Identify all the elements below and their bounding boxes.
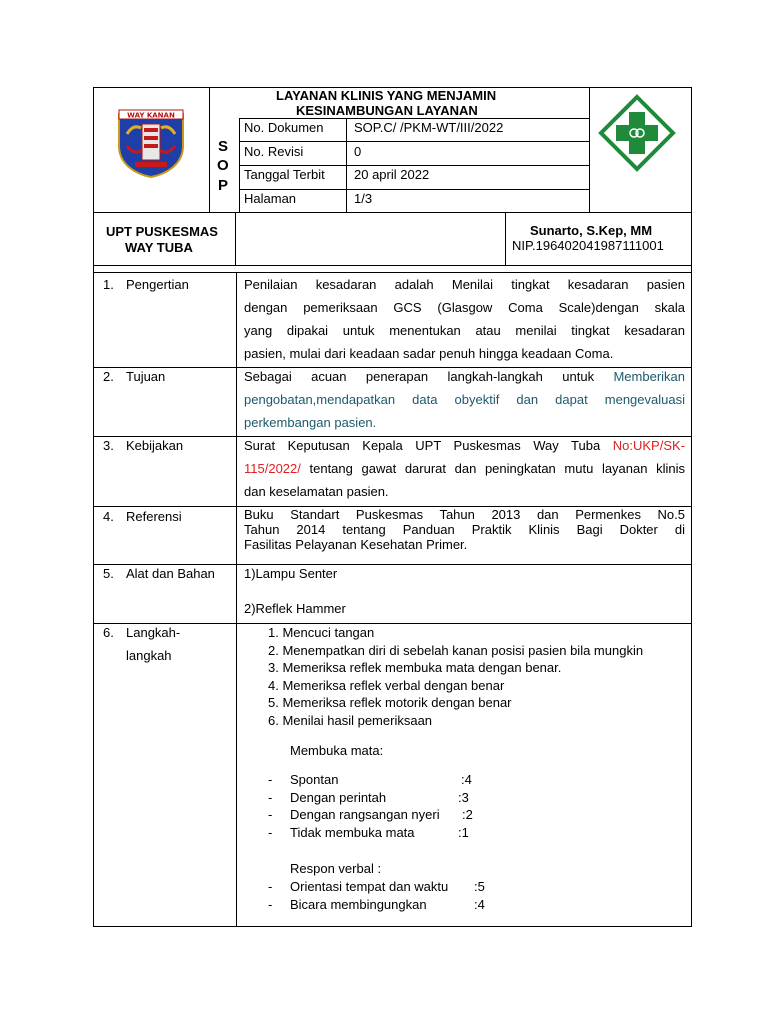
way-kanan-logo bbox=[115, 106, 187, 178]
list-dash: - bbox=[268, 772, 273, 787]
logo-banner-text: WAY KANAN bbox=[127, 111, 175, 120]
signer-nip: NIP.196402041987111001 bbox=[512, 238, 664, 253]
score-item-text: Spontan bbox=[290, 772, 339, 787]
step-item: 2. Menempatkan diri di sebelah kanan posisi pasien bila mungkin bbox=[268, 643, 644, 658]
step-item: 1. Mencuci tangan bbox=[268, 625, 375, 640]
score-item-value: :3 bbox=[458, 790, 469, 805]
sop-letter-o: O bbox=[217, 157, 229, 174]
doc-title-line1: LAYANAN KLINIS YANG MENJAMIN bbox=[276, 88, 497, 103]
field-label-tanggal-terbit: Tanggal Terbit bbox=[244, 167, 325, 182]
section-label-tujuan: Tujuan bbox=[126, 369, 166, 384]
score-item-text: Bicara membingungkan bbox=[290, 897, 427, 912]
section-label-kebijakan: Kebijakan bbox=[126, 438, 184, 453]
puskesmas-logo bbox=[598, 94, 676, 172]
field-value-tanggal-terbit: 20 april 2022 bbox=[354, 167, 430, 182]
list-dash: - bbox=[268, 825, 273, 840]
step-item: 4. Memeriksa reflek verbal dengan benar bbox=[268, 678, 505, 693]
field-value-halaman: 1/3 bbox=[354, 191, 373, 206]
score-item-value: :5 bbox=[474, 879, 485, 894]
sop-letter-p: P bbox=[218, 177, 229, 194]
field-value-no-dokumen: SOP.C/ /PKM-WT/III/2022 bbox=[354, 120, 504, 135]
org-name-line2: WAY TUBA bbox=[125, 240, 193, 255]
respon-verbal-title: Respon verbal : bbox=[290, 861, 382, 876]
section-number: 4. bbox=[103, 509, 114, 524]
signer-name: Sunarto, S.Kep, MM bbox=[530, 223, 653, 238]
section-label-pengertian: Pengertian bbox=[126, 277, 189, 292]
field-label-halaman: Halaman bbox=[244, 191, 297, 206]
doc-title-line2: KESINAMBUNGAN LAYANAN bbox=[296, 103, 478, 118]
alat-item: 2)Reflek Hammer bbox=[244, 601, 346, 616]
referensi-text: Buku Standart Puskesmas Tahun 2013 dan Permenkes No.5 Tahun 2014 tentang Panduan Praktik Klinis Bagi Dokter di Fasilitas Pelayanan Kesehatan Primer. bbox=[244, 507, 685, 552]
sop-letter-s: S bbox=[218, 138, 229, 155]
step-item: 3. Memeriksa reflek membuka mata dengan benar. bbox=[268, 660, 562, 675]
score-item-text: Dengan rangsangan nyeri bbox=[290, 807, 440, 822]
field-label-no-dokumen: No. Dokumen bbox=[244, 120, 324, 135]
section-label-langkah: Langkah- bbox=[126, 625, 181, 640]
score-item-value: :1 bbox=[458, 825, 469, 840]
list-dash: - bbox=[268, 790, 273, 805]
section-number: 2. bbox=[103, 369, 114, 384]
score-item-text: Dengan perintah bbox=[290, 790, 387, 805]
field-value-no-revisi: 0 bbox=[354, 144, 362, 159]
list-dash: - bbox=[268, 879, 273, 894]
list-dash: - bbox=[268, 897, 273, 912]
section-label-langkah-2: langkah bbox=[126, 648, 172, 663]
score-item-text: Tidak membuka mata bbox=[290, 825, 415, 840]
step-item: 5. Memeriksa reflek motorik dengan benar bbox=[268, 695, 512, 710]
score-item-value: :4 bbox=[461, 772, 472, 787]
section-label-alat-bahan: Alat dan Bahan bbox=[126, 566, 215, 581]
score-item-value: :4 bbox=[474, 897, 485, 912]
section-number: 6. bbox=[103, 625, 114, 640]
section-number: 3. bbox=[103, 438, 114, 453]
list-dash: - bbox=[268, 807, 273, 822]
step-item: 6. Menilai hasil pemeriksaan bbox=[268, 713, 433, 728]
kebijakan-text: Surat Keputusan Kepala UPT Puskesmas Way Tuba No:UKP/SK- 115/2022/ tentang gawat darurat dan peningkatan mutu layanan klinis dan keselamatan pasien. bbox=[244, 438, 685, 499]
membuka-mata-title: Membuka mata: bbox=[290, 743, 384, 758]
score-item-text: Orientasi tempat dan waktu bbox=[290, 879, 449, 894]
tujuan-text: Sebagai acuan penerapan langkah-langkah untuk Memberikan pengobatan,mendapatkan data obyektif dan dapat mengevaluasi perkembangan pasien. bbox=[244, 369, 685, 430]
score-item-value: :2 bbox=[462, 807, 473, 822]
org-name-line1: UPT PUSKESMAS bbox=[106, 224, 218, 239]
section-label-referensi: Referensi bbox=[126, 509, 182, 524]
section-number: 5. bbox=[103, 566, 114, 581]
section-number: 1. bbox=[103, 277, 114, 292]
pengertian-text: Penilaian kesadaran adalah Menilai tingkat kesadaran pasien dengan pemeriksaan GCS (Glasgow Coma Scale)dengan skala yang dipakai untuk menentukan atau menilai tingkat kesadaran pasien, mulai dari keadaan sadar penuh hingga keadaan Coma. bbox=[244, 277, 685, 361]
field-label-no-revisi: No. Revisi bbox=[244, 144, 304, 159]
alat-item: 1)Lampu Senter bbox=[244, 566, 338, 581]
